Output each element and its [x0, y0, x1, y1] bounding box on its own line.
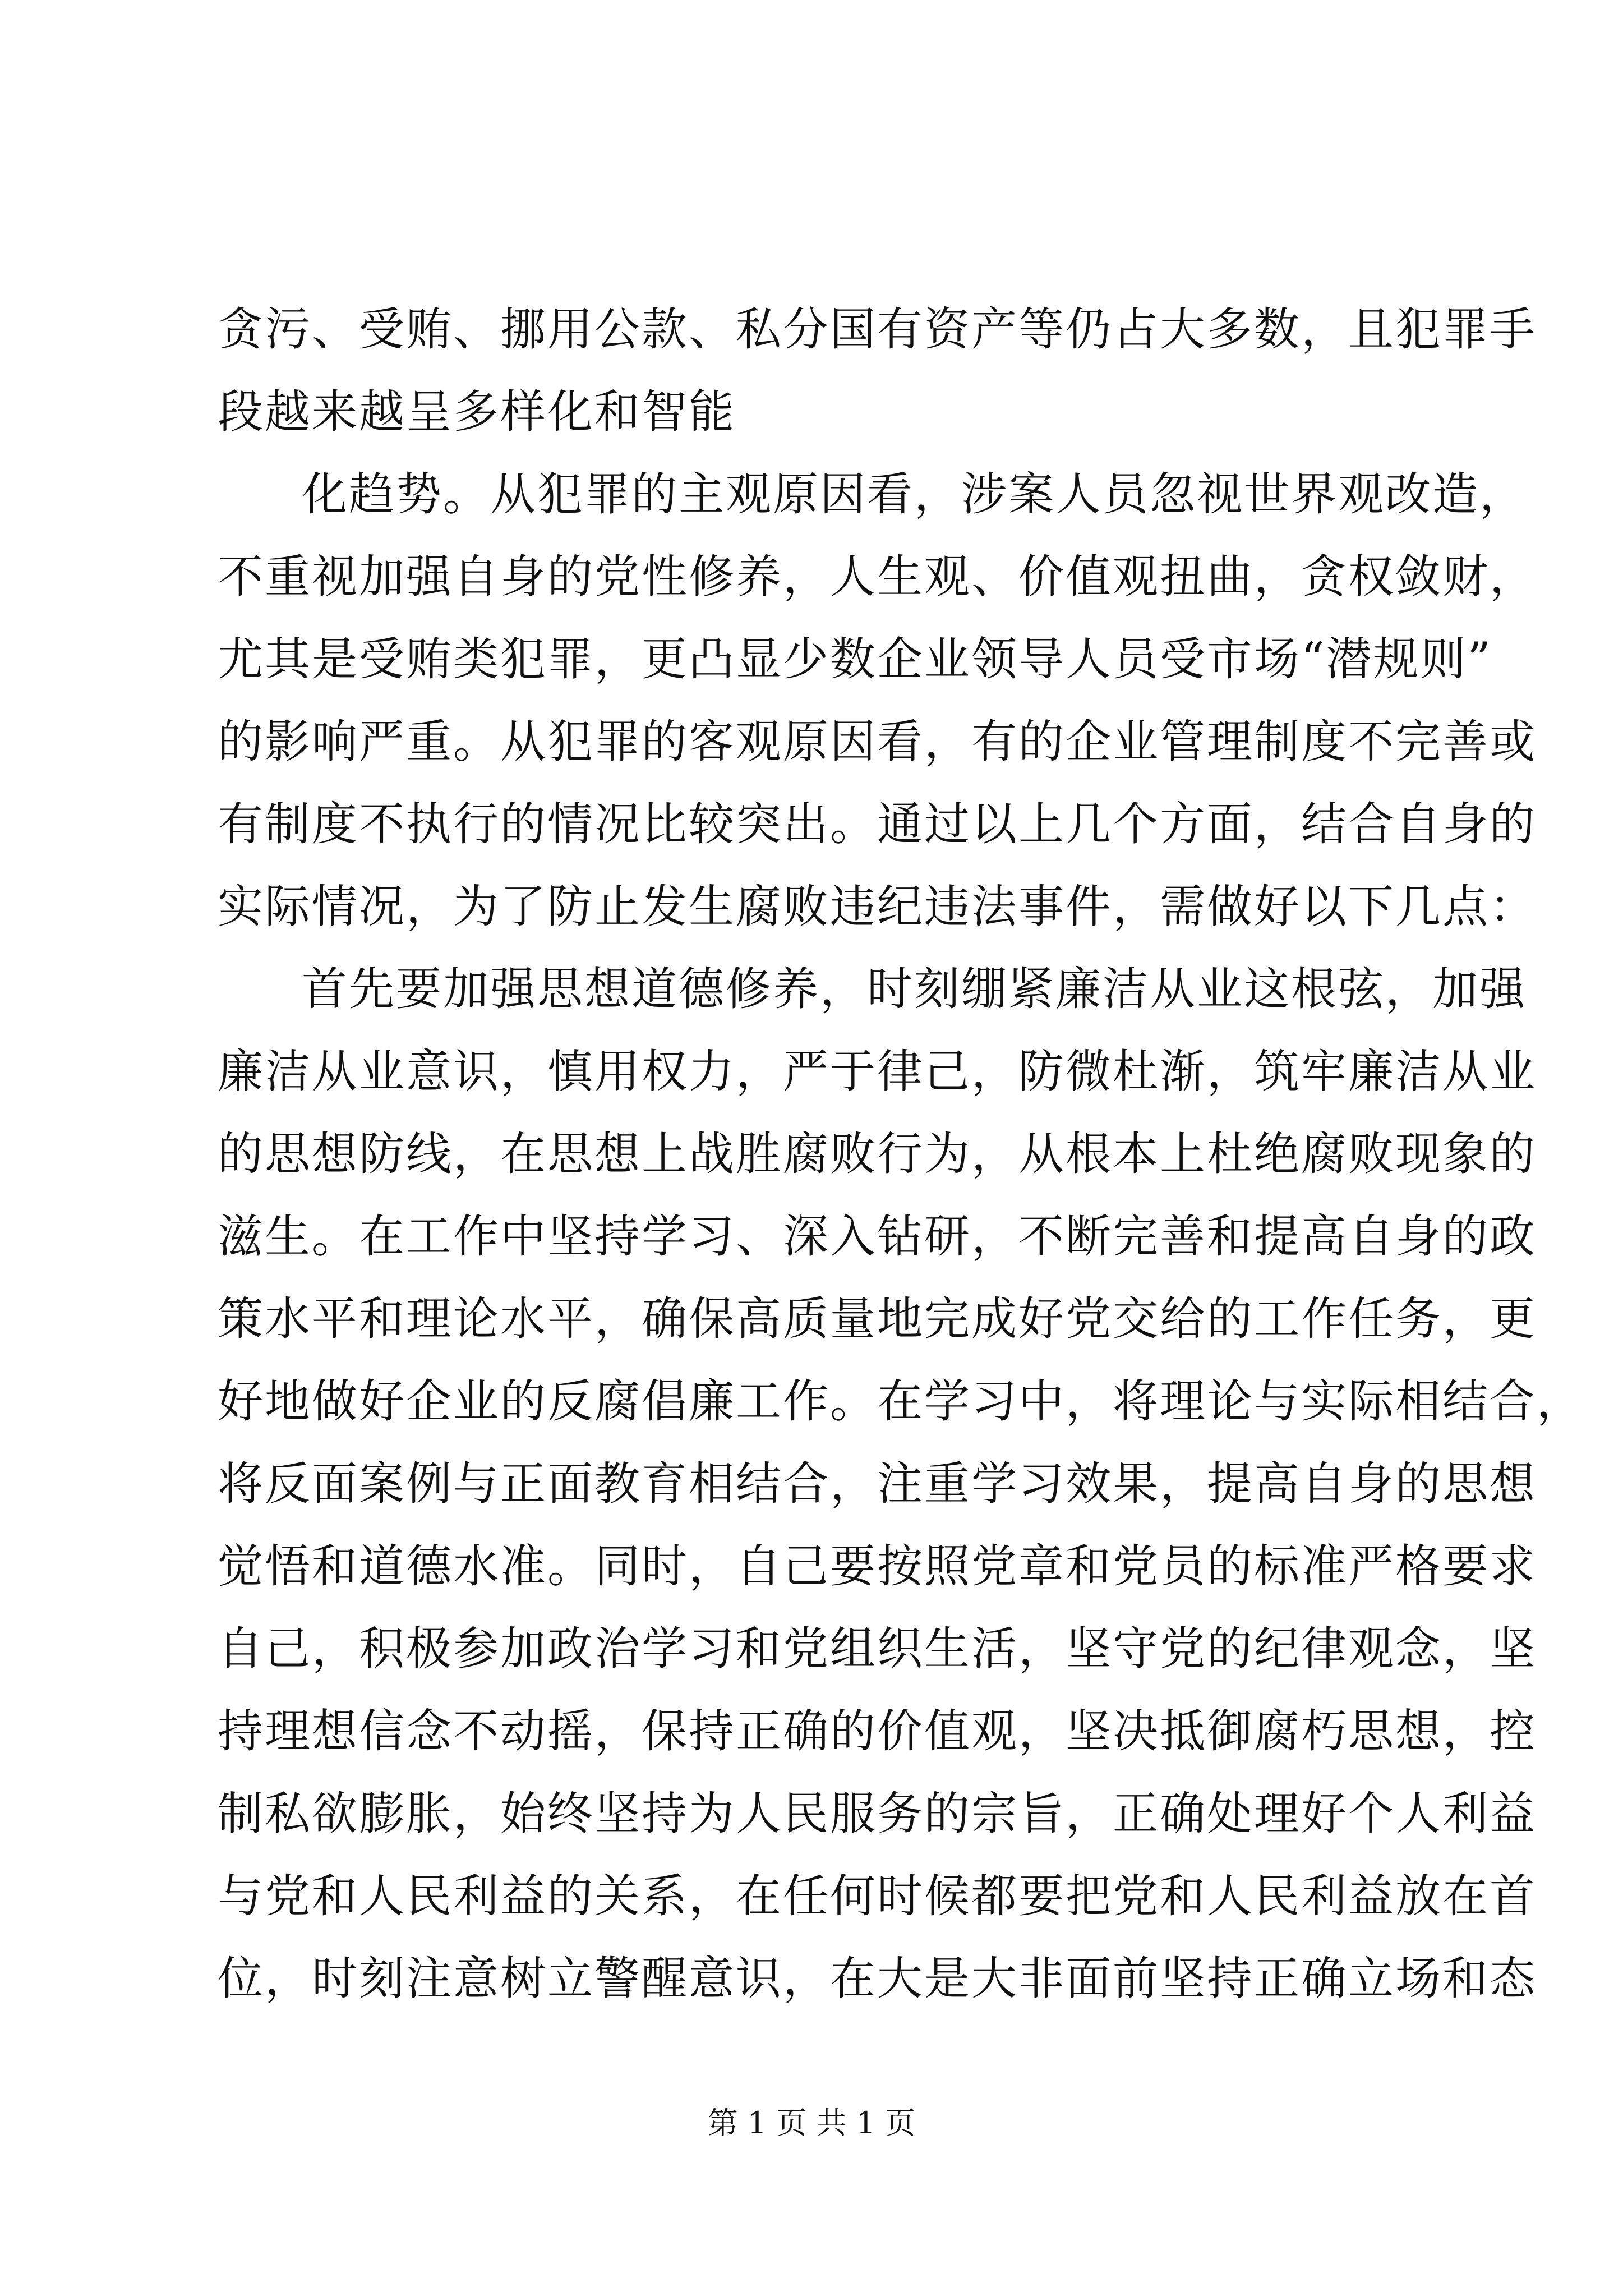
text-line: 策水平和理论水平，确保高质量地完成好党交给的工作任务，更 — [218, 1293, 1537, 1346]
text-line: 好地做好企业的反腐倡廉工作。在学习中，将理论与实际相结合， — [218, 1375, 1584, 1428]
text-line: 的影响严重。从犯罪的客观原因看，有的企业管理制度不完善或 — [218, 716, 1537, 769]
text-line: 位，时刻注意树立警醒意识，在大是大非面前坚持正确立场和态 — [218, 1953, 1537, 2005]
text-line: 自己，积极参加政治学习和党组织生活，坚守党的纪律观念，坚 — [218, 1623, 1537, 1676]
text-line: 将反面案例与正面教育相结合，注重学习效果，提高自身的思想 — [218, 1458, 1537, 1511]
text-line: 与党和人民利益的关系，在任何时候都要把党和人民利益放在首 — [218, 1870, 1537, 1923]
text-line: 贪污、受贿、挪用公款、私分国有资产等仍占大多数，且犯罪手 — [218, 303, 1537, 356]
paragraph-start-line: 首先要加强思想道德修养，时刻绷紧廉洁从业这根弦，加强 — [302, 963, 1527, 1016]
paragraph-start-line: 化趋势。从犯罪的主观原因看，涉案人员忽视世界观改造， — [302, 468, 1527, 521]
text-line: 有制度不执行的情况比较突出。通过以上几个方面，结合自身的 — [218, 798, 1537, 851]
document-body — [218, 289, 1584, 2021]
text-line: 尤其是受贿类犯罪，更凸显少数企业领导人员受市场“潜规则” — [218, 633, 1492, 686]
text-line: 廉洁从业意识，慎用权力，严于律己，防微杜渐，筑牢廉洁从业 — [218, 1046, 1537, 1098]
text-line: 实际情况，为了防止发生腐败违纪违法事件，需做好以下几点： — [218, 881, 1537, 933]
text-line: 觉悟和道德水准。同时，自己要按照党章和党员的标准严格要求 — [218, 1540, 1537, 1593]
text-line: 制私欲膨胀，始终坚持为人民服务的宗旨，正确处理好个人利益 — [218, 1788, 1537, 1841]
text-line: 滋生。在工作中坚持学习、深入钻研，不断完善和提高自身的政 — [218, 1211, 1537, 1263]
page-number-footer: 第 1 页 共 1 页 — [707, 2105, 916, 2141]
text-line: 持理想信念不动摇，保持正确的价值观，坚决抵御腐朽思想，控 — [218, 1705, 1537, 1758]
text-line: 的思想防线，在思想上战胜腐败行为，从根本上杜绝腐败现象的 — [218, 1128, 1537, 1181]
text-line: 不重视加强自身的党性修养，人生观、价值观扭曲，贪权敛财， — [218, 551, 1537, 604]
text-line: 段越来越呈多样化和智能 — [218, 386, 736, 439]
